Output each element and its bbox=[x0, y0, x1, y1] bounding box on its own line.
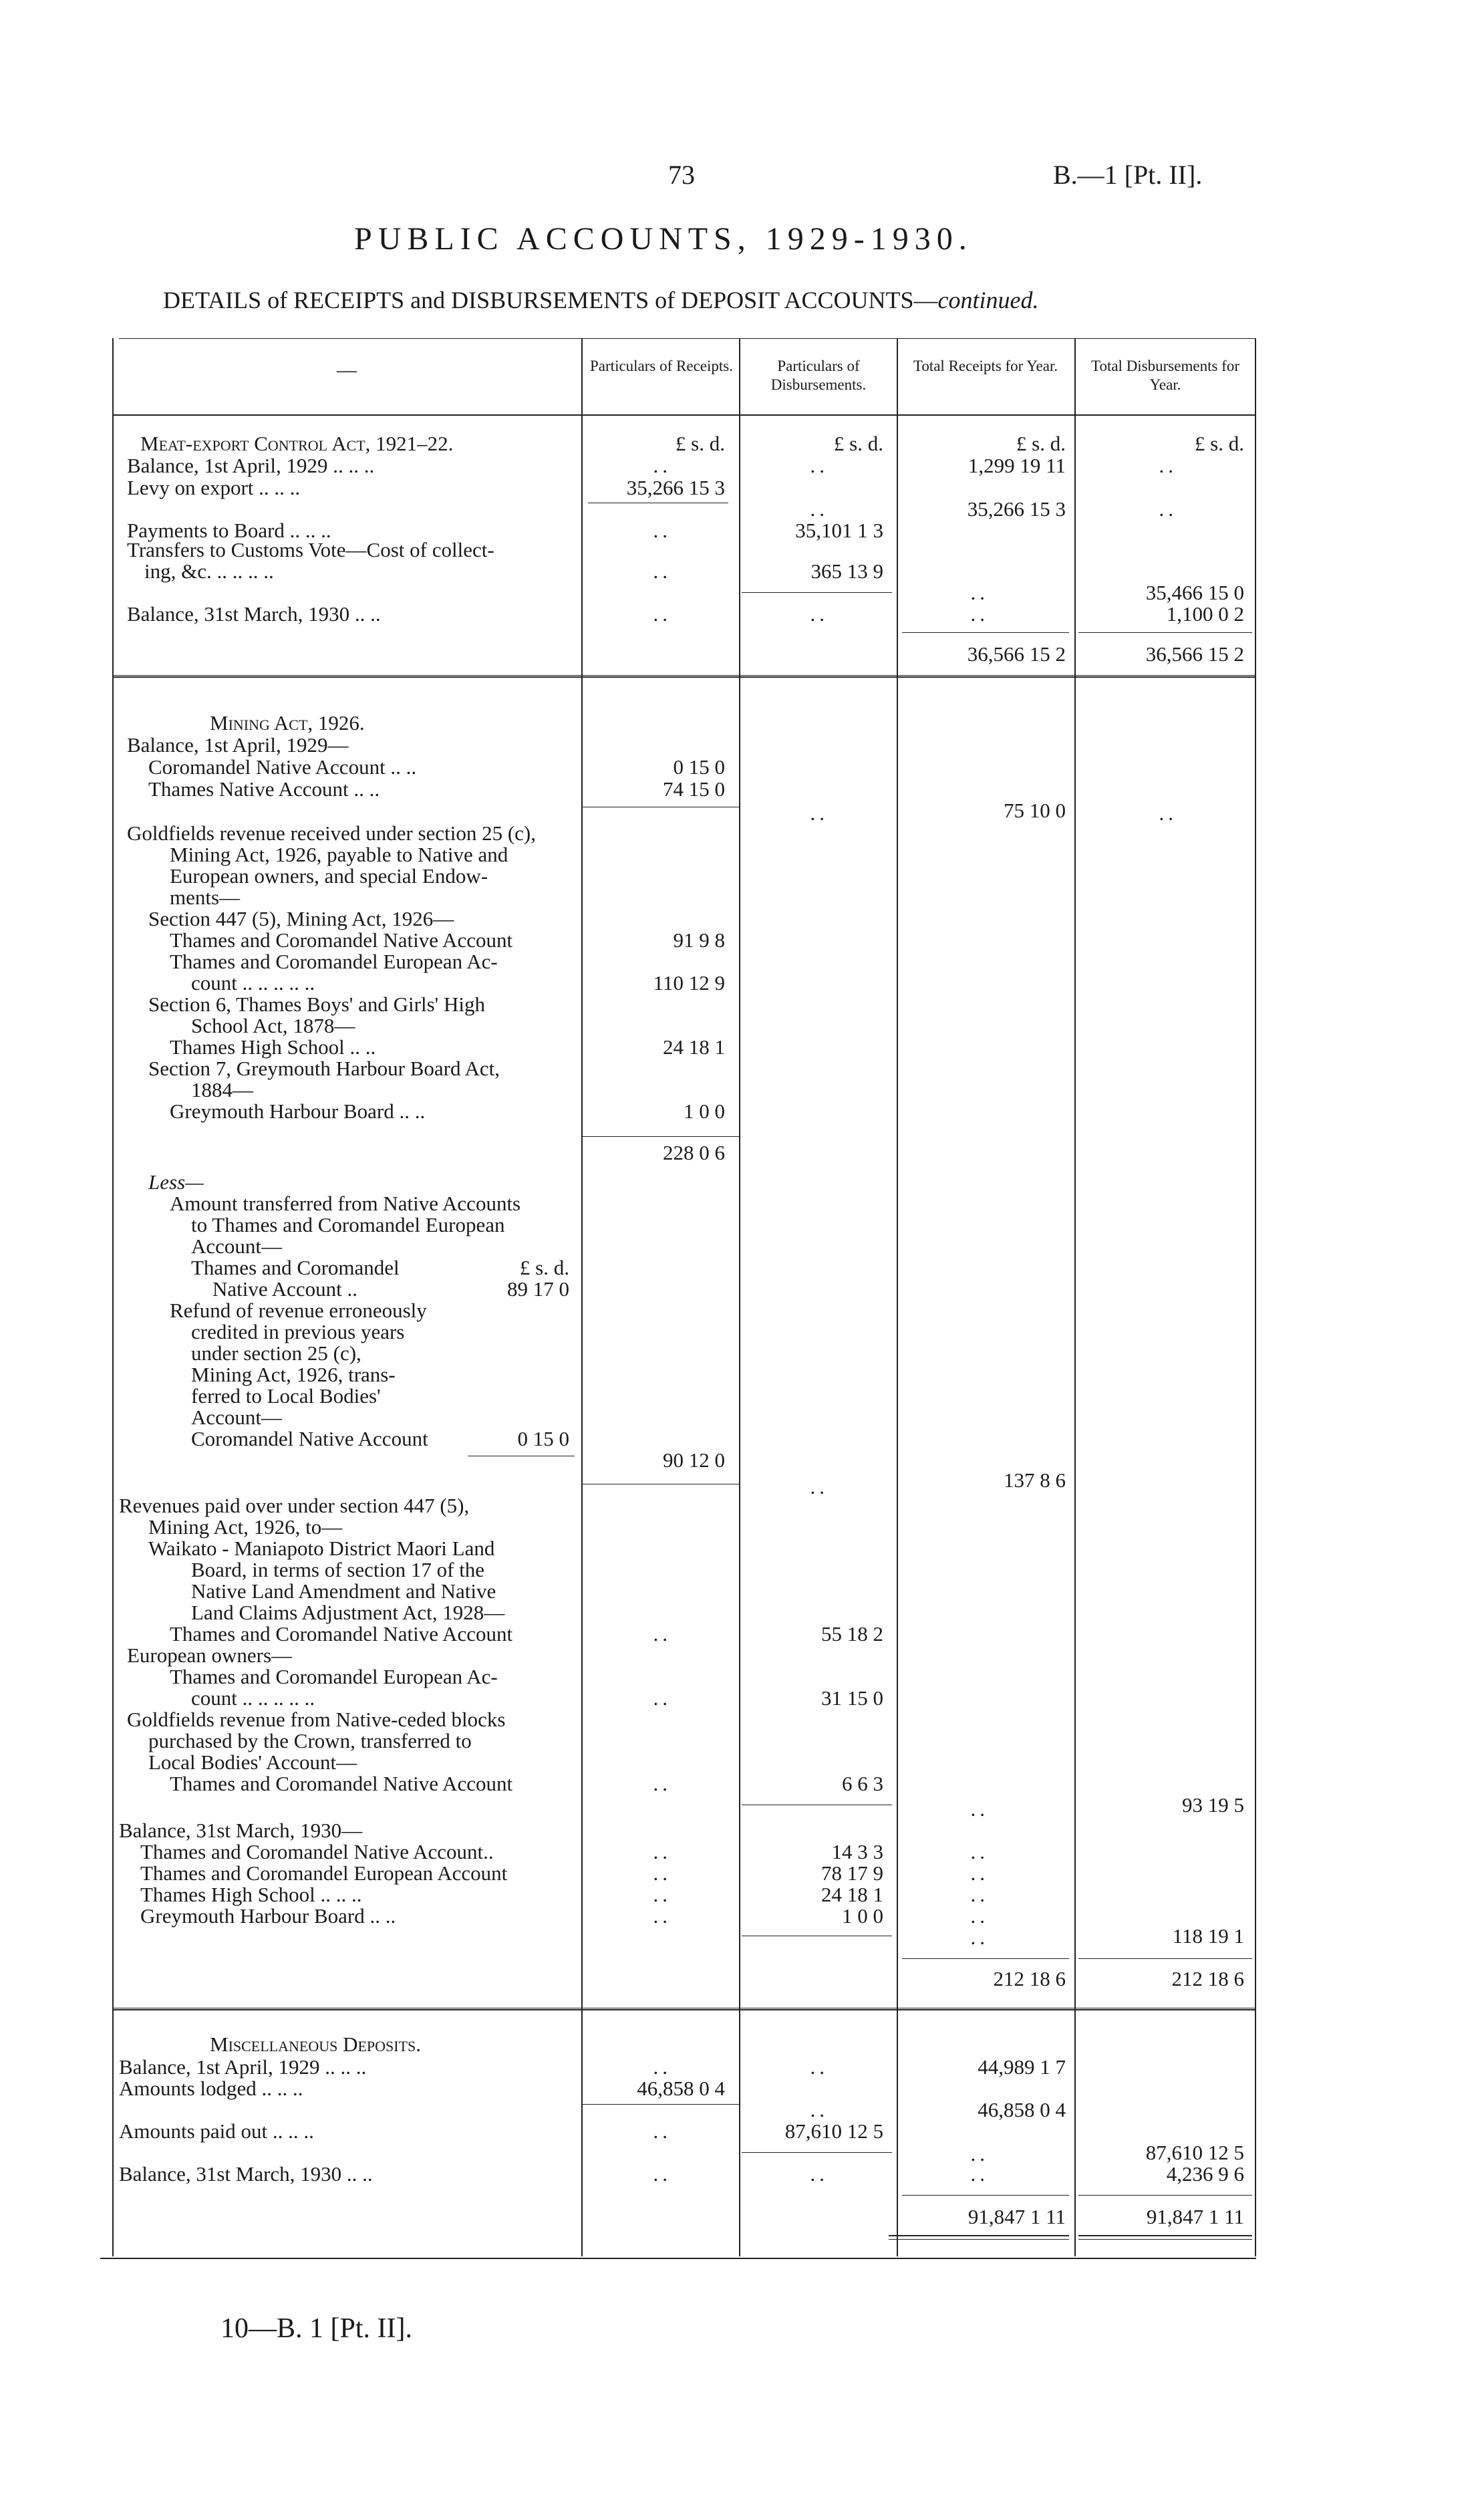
nil-marker: .. bbox=[970, 1926, 989, 1949]
column-header-total-receipts: Total Receipts for Year. bbox=[913, 358, 1058, 374]
row-label: Payments to Board .. .. .. bbox=[127, 519, 331, 542]
nil-marker: .. bbox=[810, 602, 829, 626]
nil-marker: .. bbox=[810, 2162, 829, 2186]
nil-marker: .. bbox=[810, 2098, 829, 2121]
less-total-receipts: 90 12 0 bbox=[663, 1448, 725, 1472]
value-cell: 46,858 0 4 bbox=[637, 2077, 725, 2100]
nil-marker: .. bbox=[653, 454, 672, 477]
row-label: Goldfields revenue from Native-ceded blocks bbox=[127, 1708, 506, 1731]
row-label: Thames Native Account .. .. bbox=[148, 777, 380, 801]
sub-value-cell: 89 17 0 bbox=[507, 1277, 569, 1301]
row-label: Thames and Coromandel Native Account bbox=[170, 1622, 513, 1646]
value-cell: 74 15 0 bbox=[663, 777, 725, 801]
nil-marker: .. bbox=[653, 1861, 672, 1885]
row-label: Mining Act, 1926, to— bbox=[148, 1515, 343, 1539]
value-cell: 24 18 1 bbox=[821, 1883, 883, 1906]
value-cell: 87,610 12 5 bbox=[784, 2119, 883, 2143]
row-label: count .. .. .. .. .. bbox=[191, 1686, 315, 1710]
total-disbursements: 212 18 6 bbox=[1171, 1967, 1244, 1990]
nil-marker: .. bbox=[970, 1797, 989, 1821]
nil-marker: .. bbox=[810, 454, 829, 477]
row-label: Amount transferred from Native Accounts bbox=[170, 1192, 521, 1215]
row-label: Revenues paid over under section 447 (5), bbox=[119, 1494, 470, 1517]
row-label: Waikato - Maniapoto District Maori Land bbox=[148, 1537, 495, 1560]
row-label: Transfers to Customs Vote—Cost of collect- bbox=[127, 538, 494, 561]
value-cell: 1 0 0 bbox=[842, 1904, 883, 1928]
value-cell: 4,236 9 6 bbox=[1166, 2162, 1244, 2186]
row-label: Coromandel Native Account .. .. bbox=[148, 755, 417, 779]
row-label: ments— bbox=[170, 886, 241, 909]
row-label: Thames and Coromandel Native Account bbox=[170, 1772, 513, 1795]
nil-marker: .. bbox=[970, 1861, 989, 1885]
value-cell: 35,101 1 3 bbox=[795, 519, 883, 542]
nil-marker: .. bbox=[970, 1840, 989, 1863]
value-cell: 35,266 15 3 bbox=[626, 476, 725, 499]
nil-marker: .. bbox=[653, 1883, 672, 1906]
row-label: ing, &c. .. .. .. .. bbox=[144, 559, 274, 583]
row-label: Mining Act, 1926, payable to Native and bbox=[170, 843, 508, 866]
column-header-particulars-disbursements: Particulars of Disbursements. bbox=[770, 358, 867, 393]
row-label: Greymouth Harbour Board .. .. bbox=[170, 1099, 426, 1123]
row-label: Balance, 1st April, 1929— bbox=[127, 733, 349, 757]
value-cell: 35,466 15 0 bbox=[1145, 581, 1244, 604]
nil-marker: .. bbox=[1159, 801, 1177, 825]
row-label: Thames and Coromandel European Ac- bbox=[170, 1665, 498, 1688]
nil-marker: .. bbox=[970, 2142, 989, 2165]
value-cell: 55 18 2 bbox=[821, 1622, 883, 1646]
row-label: Balance, 1st April, 1929 .. .. .. bbox=[127, 454, 375, 477]
value-cell: 93 19 5 bbox=[1182, 1793, 1244, 1817]
page-title: PUBLIC ACCOUNTS, 1929-1930. bbox=[354, 221, 973, 257]
row-label: Mining Act, 1926, trans- bbox=[191, 1363, 396, 1386]
row-label: European owners— bbox=[127, 1644, 293, 1667]
row-label: European owners, and special Endow- bbox=[170, 864, 488, 888]
value-cell: 110 12 9 bbox=[653, 971, 725, 995]
document-reference: B.—1 [Pt. II]. bbox=[1053, 160, 1203, 190]
row-label: ferred to Local Bodies' bbox=[191, 1384, 381, 1408]
row-label: Amounts paid out .. .. .. bbox=[119, 2119, 314, 2143]
row-label: Balance, 31st March, 1930 .. .. bbox=[127, 602, 381, 626]
total-disbursements: 36,566 15 2 bbox=[1145, 642, 1244, 666]
row-label: Thames and Coromandel bbox=[191, 1256, 400, 1279]
row-label: Board, in terms of section 17 of the bbox=[191, 1558, 485, 1581]
row-label: Section 6, Thames Boys' and Girls' High bbox=[148, 993, 485, 1016]
nil-marker: .. bbox=[653, 602, 672, 626]
row-label: Local Bodies' Account— bbox=[148, 1750, 357, 1774]
subtitle-italic: continued. bbox=[937, 287, 1039, 313]
value-cell: 365 13 9 bbox=[810, 559, 883, 583]
nil-marker: .. bbox=[653, 519, 672, 542]
subtotal-receipts: 228 0 6 bbox=[663, 1141, 725, 1164]
nil-marker: .. bbox=[653, 559, 672, 583]
value-cell: 14 3 3 bbox=[831, 1840, 883, 1863]
value-cell: 44,989 1 7 bbox=[978, 2055, 1066, 2079]
column-header-particulars-receipts: Particulars of Receipts. bbox=[590, 358, 733, 374]
row-label: under section 25 (c), bbox=[191, 1341, 361, 1365]
nil-marker: .. bbox=[970, 1904, 989, 1928]
row-label: Section 7, Greymouth Harbour Board Act, bbox=[148, 1057, 500, 1080]
row-label: Thames and Coromandel Native Account bbox=[170, 928, 513, 952]
nil-marker: .. bbox=[970, 602, 989, 626]
nil-marker: .. bbox=[810, 801, 829, 825]
row-label: School Act, 1878— bbox=[191, 1014, 355, 1037]
nil-marker: .. bbox=[653, 2162, 672, 2186]
value-cell: 78 17 9 bbox=[821, 1861, 883, 1885]
sub-currency-header: £ s. d. bbox=[519, 1256, 569, 1279]
value-cell: 35,266 15 3 bbox=[967, 497, 1066, 521]
row-label: to Thames and Coromandel European bbox=[191, 1213, 505, 1236]
nil-marker: .. bbox=[653, 1772, 672, 1795]
row-label: Native Account .. bbox=[212, 1277, 357, 1301]
nil-marker: .. bbox=[653, 1840, 672, 1863]
value-cell: 46,858 0 4 bbox=[978, 2098, 1066, 2121]
nil-marker: .. bbox=[1159, 497, 1177, 521]
row-label: Greymouth Harbour Board .. .. bbox=[140, 1904, 396, 1928]
subtitle-main: DETAILS of RECEIPTS and DISBURSEMENTS of DEPOSIT ACCOUNTS— bbox=[163, 287, 938, 313]
nil-marker: .. bbox=[970, 581, 989, 604]
value-cell: 75 10 0 bbox=[1004, 799, 1066, 822]
page-number: 73 bbox=[668, 160, 695, 190]
value-cell: 1,299 19 11 bbox=[968, 454, 1066, 477]
nil-marker: .. bbox=[970, 2162, 989, 2186]
row-label: Account— bbox=[191, 1234, 283, 1258]
row-label: Balance, 1st April, 1929 .. .. .. bbox=[119, 2055, 367, 2079]
currency-header: £ s. d. bbox=[833, 432, 883, 455]
column-header-total-disbursements: Total Disbursements for Year. bbox=[1091, 358, 1239, 393]
total-receipts: 36,566 15 2 bbox=[967, 642, 1066, 666]
nil-marker: .. bbox=[810, 1475, 829, 1498]
value-cell: 118 19 1 bbox=[1172, 1924, 1244, 1948]
nil-marker: .. bbox=[970, 1883, 989, 1906]
row-label: Amounts lodged .. .. .. bbox=[119, 2077, 303, 2100]
nil-marker: .. bbox=[653, 2119, 672, 2143]
column-header-blank: — bbox=[337, 359, 357, 381]
page-subtitle bbox=[163, 286, 1039, 314]
row-label: 1884— bbox=[191, 1078, 253, 1101]
row-label: Coromandel Native Account bbox=[191, 1427, 428, 1450]
section-heading-meat-export: Meat-export Control Act, 1921–22. bbox=[140, 432, 454, 455]
row-label: count .. .. .. .. .. bbox=[191, 971, 315, 995]
total-disbursements: 91,847 1 11 bbox=[1146, 2205, 1244, 2228]
section-heading-miscellaneous-deposits: Miscellaneous Deposits. bbox=[210, 2032, 422, 2056]
nil-marker: .. bbox=[653, 1904, 672, 1928]
row-label: Account— bbox=[191, 1406, 283, 1429]
value-cell: 137 8 6 bbox=[1004, 1468, 1066, 1492]
row-label: purchased by the Crown, transferred to bbox=[148, 1729, 472, 1752]
row-label: Land Claims Adjustment Act, 1928— bbox=[191, 1601, 505, 1624]
row-label: Balance, 31st March, 1930— bbox=[119, 1819, 363, 1842]
row-label: Native Land Amendment and Native bbox=[191, 1579, 496, 1603]
nil-marker: .. bbox=[1159, 454, 1177, 477]
value-cell: 1,100 0 2 bbox=[1166, 602, 1244, 626]
row-label: Section 447 (5), Mining Act, 1926— bbox=[148, 907, 454, 930]
value-cell: 6 6 3 bbox=[842, 1772, 883, 1795]
sub-value-cell: 0 15 0 bbox=[517, 1427, 569, 1450]
nil-marker: .. bbox=[653, 1622, 672, 1646]
value-cell: 31 15 0 bbox=[821, 1686, 883, 1710]
row-label: Refund of revenue erroneously bbox=[170, 1299, 427, 1322]
value-cell: 1 0 0 bbox=[684, 1099, 725, 1123]
row-label: Thames and Coromandel Native Account.. bbox=[140, 1840, 494, 1863]
total-receipts: 91,847 1 11 bbox=[968, 2205, 1066, 2228]
currency-header: £ s. d. bbox=[1194, 432, 1244, 455]
section-heading-mining-act: Mining Act, 1926. bbox=[210, 711, 365, 735]
nil-marker: .. bbox=[810, 2055, 829, 2079]
row-label: Thames and Coromandel European Ac- bbox=[170, 950, 498, 973]
total-receipts: 212 18 6 bbox=[993, 1967, 1066, 1990]
nil-marker: .. bbox=[653, 1686, 672, 1710]
row-label: Levy on export .. .. .. bbox=[127, 476, 301, 499]
value-cell: 87,610 12 5 bbox=[1145, 2141, 1244, 2164]
signature-mark: 10—B. 1 [Pt. II]. bbox=[220, 2313, 412, 2344]
row-label: Thames High School .. .. .. bbox=[140, 1883, 362, 1906]
currency-header: £ s. d. bbox=[1016, 432, 1066, 455]
nil-marker: .. bbox=[653, 2055, 672, 2079]
row-label: Thames High School .. .. bbox=[170, 1035, 376, 1059]
less-label: Less— bbox=[148, 1170, 204, 1194]
value-cell: 91 9 8 bbox=[673, 928, 725, 952]
row-label: Balance, 31st March, 1930 .. .. bbox=[119, 2162, 373, 2186]
value-cell: 0 15 0 bbox=[673, 755, 725, 779]
value-cell: 24 18 1 bbox=[663, 1035, 725, 1059]
currency-header: £ s. d. bbox=[675, 432, 725, 455]
row-label: Thames and Coromandel European Account bbox=[140, 1861, 508, 1885]
row-label: credited in previous years bbox=[191, 1320, 405, 1343]
row-label: Goldfields revenue received under section 25 (c), bbox=[127, 821, 536, 845]
nil-marker: .. bbox=[810, 497, 829, 521]
